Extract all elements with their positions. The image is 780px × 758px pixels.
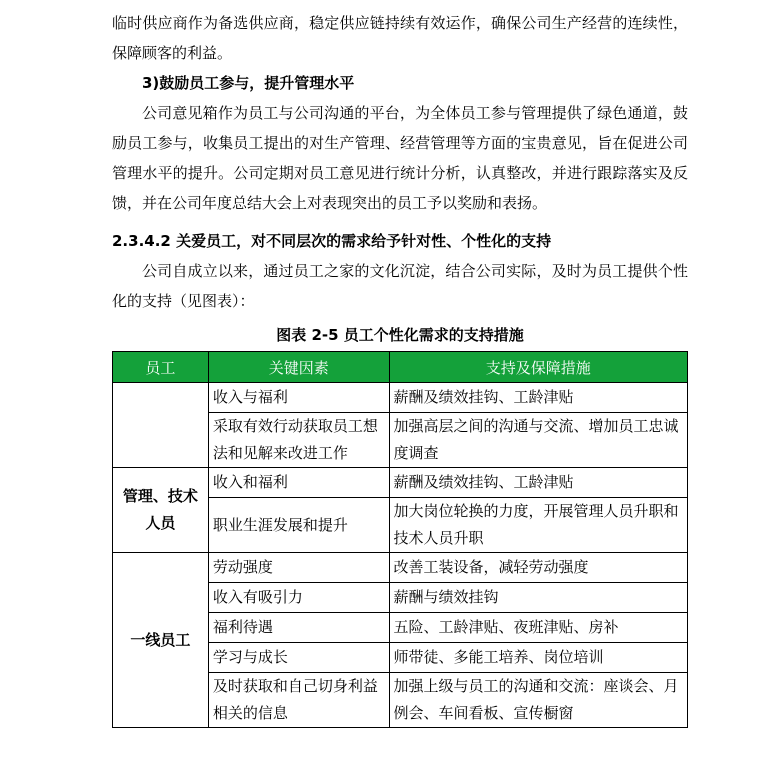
factor-cell: 收入与福利 (208, 383, 389, 413)
measure-cell: 加强上级与员工的沟通和交流：座谈会、月例会、车间看板、宣传橱窗 (389, 673, 687, 728)
factor-cell: 采取有效行动获取员工想法和见解来改进工作 (208, 413, 389, 468)
factor-cell: 收入和福利 (208, 468, 389, 498)
table-row (113, 468, 688, 498)
measure-cell: 薪酬及绩效挂钩、工龄津贴 (389, 383, 687, 413)
factor-cell: 收入有吸引力 (208, 583, 389, 613)
measure-cell: 改善工装设备，减轻劳动强度 (389, 553, 687, 583)
category-cell (113, 383, 209, 468)
category-cell: 管理、技术人员 (113, 468, 209, 553)
table-row (113, 553, 688, 583)
header-key-factor: 关键因素 (208, 352, 389, 383)
factor-cell: 学习与成长 (208, 643, 389, 673)
factor-cell: 劳动强度 (208, 553, 389, 583)
measure-cell: 加强高层之间的沟通与交流、增加员工忠诚度调查 (389, 413, 687, 468)
section-heading-2342: 2.3.4.2 关爱员工，对不同层次的需求给予针对性、个性化的支持 (112, 232, 552, 250)
table-header-row (113, 352, 688, 383)
support-measures-table (112, 351, 688, 728)
table-caption: 图表 2-5 员工个性化需求的支持措施 (276, 326, 524, 344)
header-measures: 支持及保障措施 (389, 352, 687, 383)
category-cell: 一线员工 (113, 553, 209, 728)
paragraph-support: 公司自成立以来，通过员工之家的文化沉淀，结合公司实际，及时为员工提供个性化的支持（见图表）： (112, 262, 688, 310)
measure-cell: 师带徒、多能工培养、岗位培训 (389, 643, 687, 673)
paragraph-suggestion-box: 公司意见箱作为员工与公司沟通的平台，为全体员工参与管理提供了绿色通道，鼓励员工参与，收集员工提出的对生产管理、经营管理等方面的宝贵意见，旨在促进公司管理水平的提升。公司定期对员工意见进行统计分析，认真整改，并进行跟踪落实及反馈，并在公司年度总结大会上对表现突出的员工予以奖励和表扬。 (112, 104, 688, 212)
measure-cell: 五险、工龄津贴、夜班津贴、房补 (389, 613, 687, 643)
factor-cell: 职业生涯发展和提升 (208, 498, 389, 553)
table-row (113, 383, 688, 413)
measure-cell: 薪酬与绩效挂钩 (389, 583, 687, 613)
factor-cell: 及时获取和自己切身利益相关的信息 (208, 673, 389, 728)
measure-cell: 薪酬及绩效挂钩、工龄津贴 (389, 468, 687, 498)
measure-cell: 加大岗位轮换的力度，开展管理人员升职和技术人员升职 (389, 498, 687, 553)
paragraph-continuation: 临时供应商作为备选供应商，稳定供应链持续有效运作，确保公司生产经营的连续性，保障顾客的利益。 (112, 14, 688, 62)
header-employee: 员工 (113, 352, 209, 383)
factor-cell: 福利待遇 (208, 613, 389, 643)
subheading-3: 3)鼓励员工参与，提升管理水平 (142, 74, 355, 92)
